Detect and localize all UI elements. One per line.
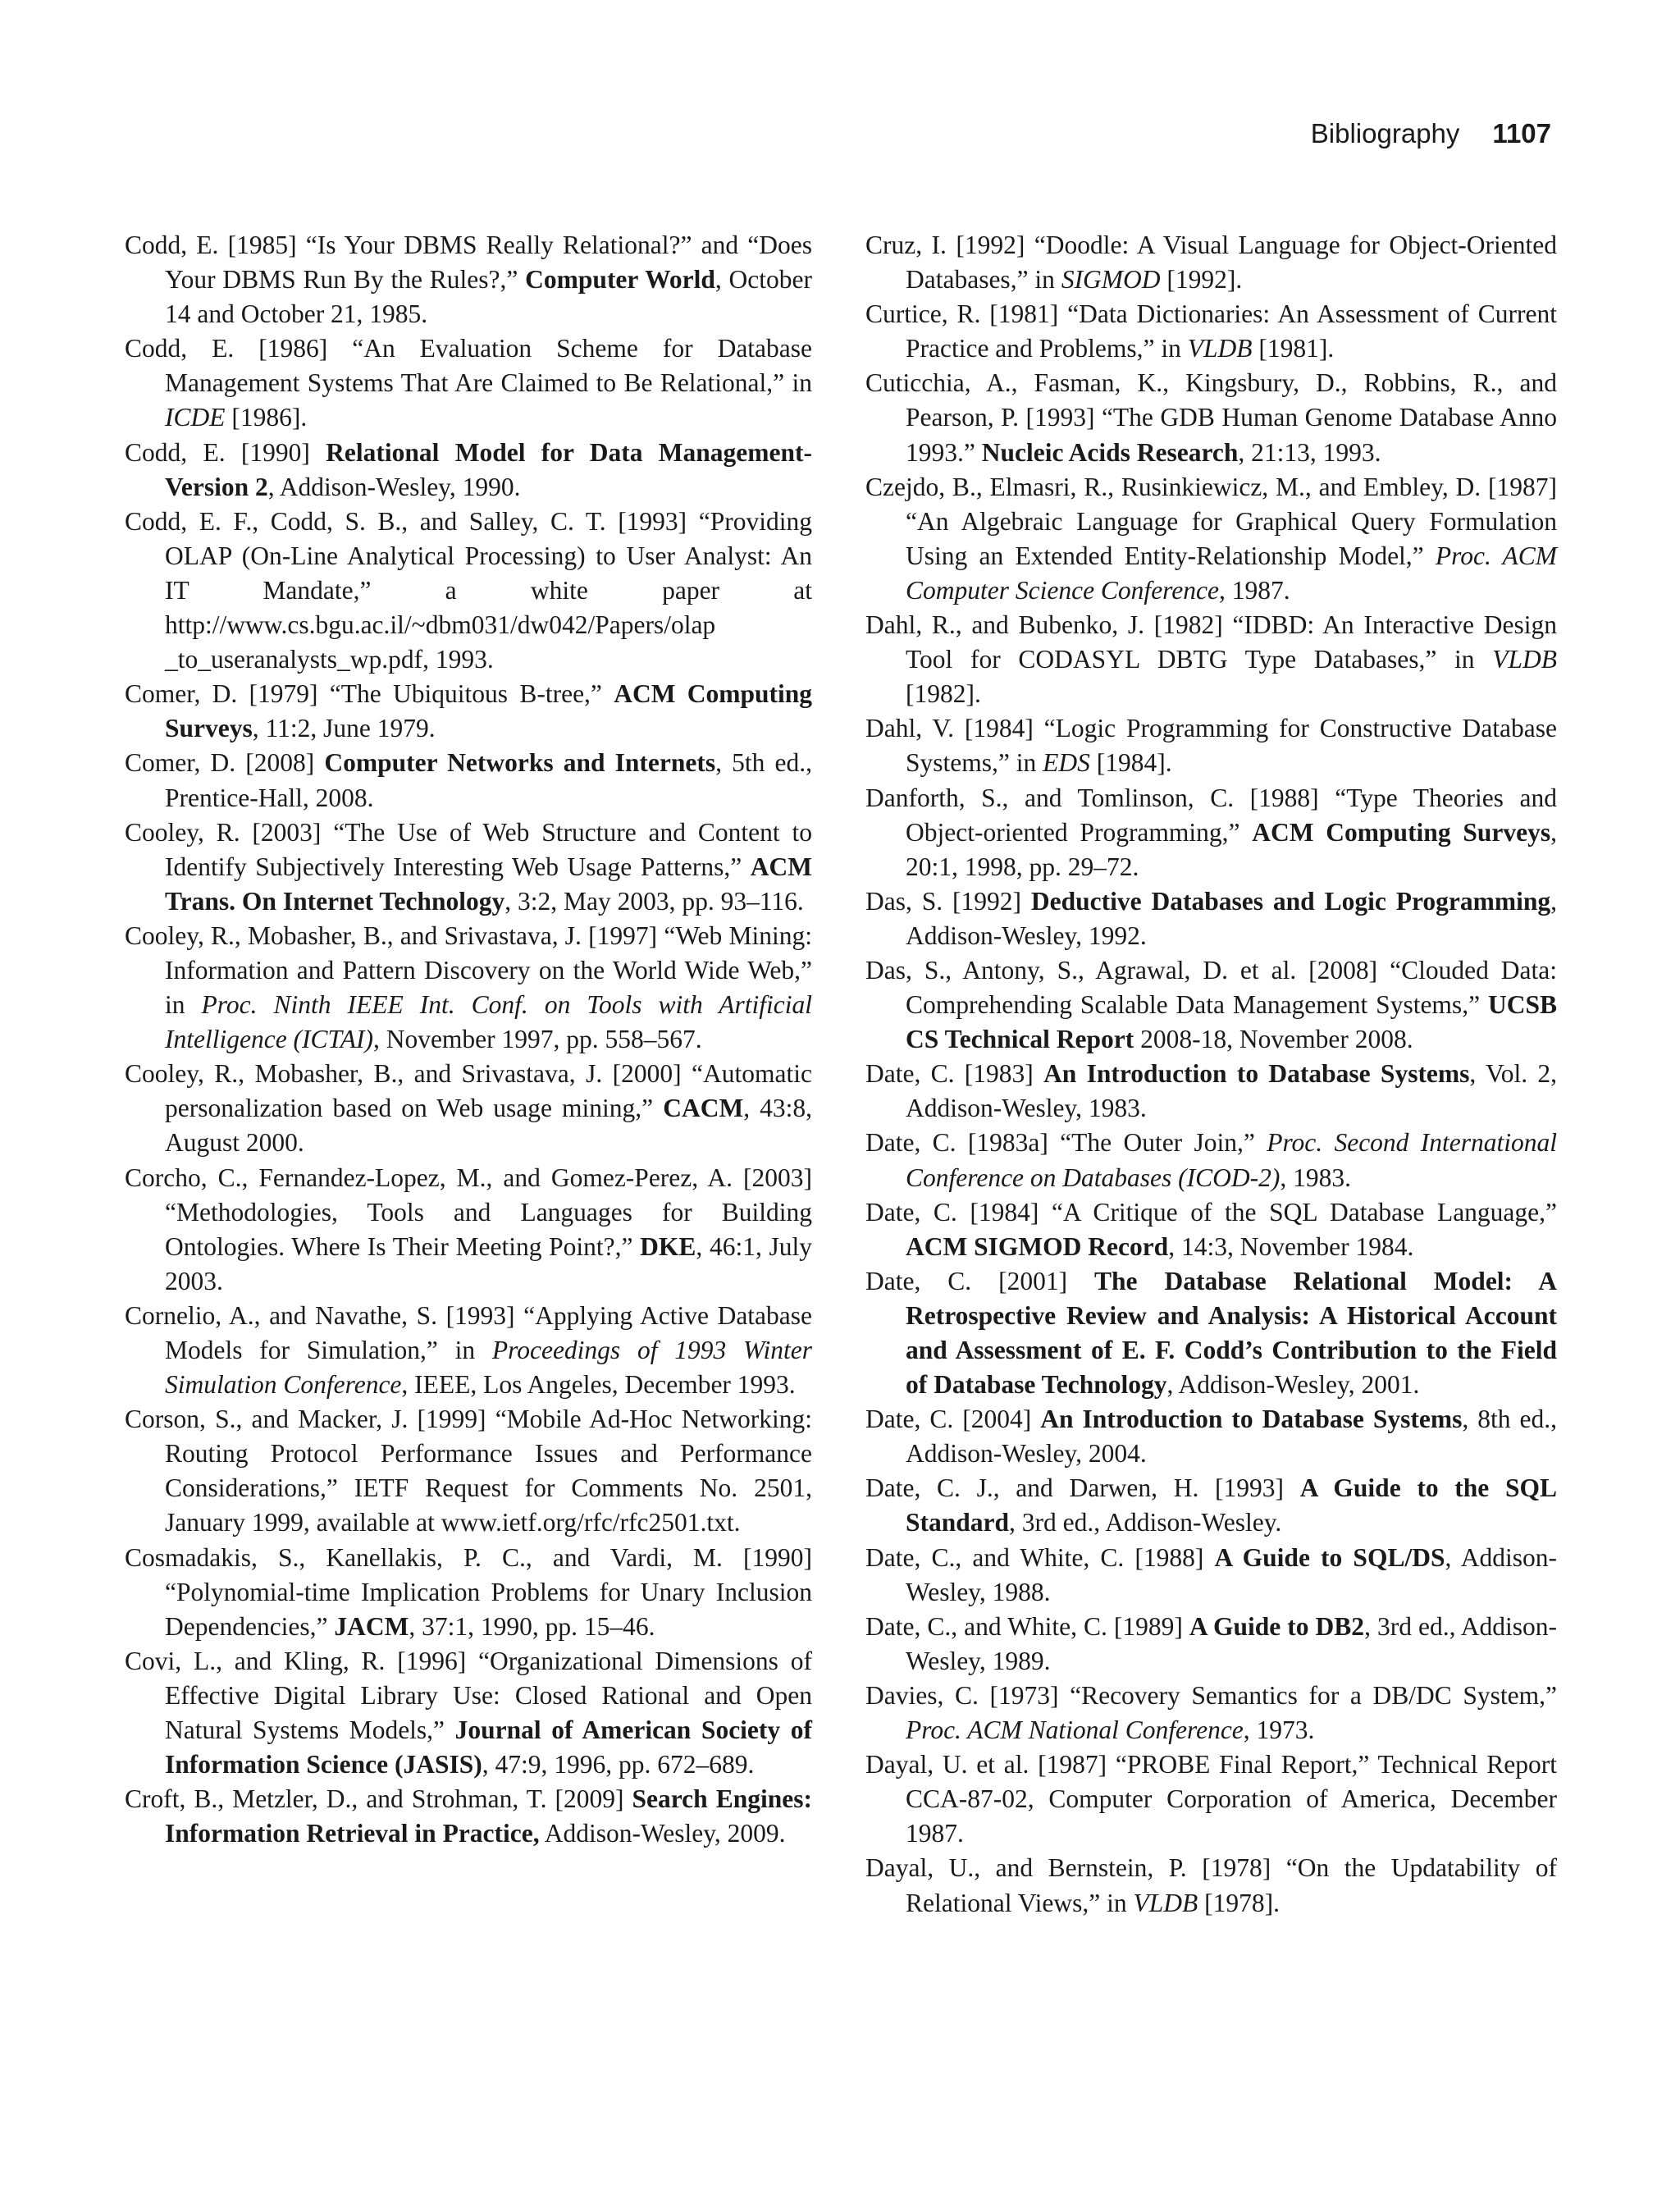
reference-bold-title: UCSB CS Technical Report (906, 990, 1557, 1054)
reference-text: [1981]. (1252, 334, 1335, 363)
reference-bold-title: A Guide to SQL/DS (1214, 1542, 1445, 1572)
reference-entry (125, 1782, 812, 1851)
reference-entry (125, 1057, 812, 1160)
reference-text: , 11:2, June 1979. (252, 714, 436, 743)
reference-text: , 1983. (1280, 1163, 1351, 1192)
reference-text: Addison-Wesley, 2009. (539, 1819, 786, 1848)
reference-entry (865, 711, 1557, 780)
reference-italic-venue: VLDB (1133, 1888, 1198, 1917)
reference-text: Cuticchia, A., Fasman, K., Kingsbury, D., Robbins, R., and Pearson, P. [1993] “The GDB Human Genome Database Anno 1993.” (865, 368, 1557, 467)
reference-italic-venue: SIGMOD (1061, 265, 1161, 295)
reference-bold-title: ACM Trans. On Internet Technology (165, 852, 812, 916)
reference-italic-venue: EDS (1043, 748, 1090, 778)
reference-italic-venue: Proceedings of 1993 Winter Simulation Conference (165, 1336, 812, 1400)
reference-entry (125, 505, 812, 677)
reference-italic-venue: ICDE (165, 403, 226, 432)
reference-text: Davies, C. [1973] “Recovery Semantics for a DB/DC System,” (865, 1680, 1557, 1710)
reference-bold-title: A Guide to the SQL Standard (906, 1473, 1557, 1537)
reference-text: Cosmadakis, S., Kanellakis, P. C., and Vardi, M. [1990] “Polynomial-time Implication Problems for Unary Inclusion Dependencies,” (125, 1542, 812, 1641)
reference-bold-title: DKE (640, 1231, 696, 1261)
reference-entry (865, 884, 1557, 953)
reference-text: Das, S. [1992] (865, 886, 1031, 916)
reference-text: , 5th ed., Prentice-Hall, 2008. (165, 748, 813, 812)
reference-entry (125, 1644, 812, 1782)
reference-text: Dayal, U. et al. [1987] “PROBE Final Report,” Technical Report CCA-87-02, Computer Corporation of America, December 1987. (865, 1750, 1557, 1848)
reference-text: Date, C. [1984] “A Critique of the SQL Database Language,” (865, 1197, 1557, 1227)
reference-text: Date, C., and White, C. [1988] (865, 1542, 1215, 1572)
reference-text: Date, C. J., and Darwen, H. [1993] (865, 1473, 1300, 1503)
reference-bold-title: ACM SIGMOD Record (906, 1231, 1169, 1261)
reference-text: , 47:9, 1996, pp. 672–689. (482, 1750, 755, 1779)
reference-text: , 8th ed., Addison-Wesley, 2004. (906, 1405, 1558, 1469)
reference-entry (865, 366, 1557, 469)
reference-text: Danforth, S., and Tomlinson, C. [1988] “Type Theories and Object-oriented Programming,” (865, 783, 1557, 847)
reference-text: , 1987. (1218, 575, 1290, 605)
reference-italic-venue: Proc. Second International Conference on Databases (ICOD-2) (906, 1128, 1557, 1192)
reference-text: , Addison-Wesley, 1990. (267, 472, 521, 501)
reference-text: , 3:2, May 2003, pp. 93–116. (504, 886, 804, 916)
reference-entry (125, 1541, 812, 1644)
reference-italic-venue: Proc. ACM Computer Science Conference (906, 541, 1557, 605)
reference-text: Das, S., Antony, S., Agrawal, D. et al. [2008] “Clouded Data: Comprehending Scalable Data Management Systems,” (865, 955, 1557, 1020)
reference-italic-venue: VLDB (1492, 645, 1557, 674)
reference-text: Dayal, U., and Bernstein, P. [1978] “On the Updatability of Relational Views,” in (865, 1853, 1557, 1917)
reference-text: , 37:1, 1990, pp. 15–46. (409, 1611, 655, 1641)
reference-bold-title: CACM (663, 1094, 744, 1123)
reference-entry (865, 1747, 1557, 1851)
reference-text: Codd, E. F., Codd, S. B., and Salley, C. T. [1993] “Providing OLAP (On-Line Analytical Processing) to User Analyst: An IT Mandate,” a white paper at http://www.cs.bgu.ac.il/~dbm031/dw042/Papers/olap _to_useranalysts_wp.pdf, 1993. (125, 506, 812, 674)
reference-bold-title: ACM Computing Surveys (165, 679, 813, 743)
reference-text: Curtice, R. [1981] “Data Dictionaries: An Assessment of Current Practice and Problems,” in (865, 299, 1557, 363)
reference-bold-title: Computer World (525, 265, 715, 295)
reference-entry (125, 815, 812, 919)
reference-bold-title: Deductive Databases and Logic Programming (1030, 886, 1551, 916)
reference-text: [1992]. (1160, 265, 1243, 295)
reference-text: Cooley, R., Mobasher, B., and Srivastava, J. [1997] “Web Mining: Information and Pattern Discovery on the World Wide Web,” in (125, 921, 812, 1020)
reference-text: Corson, S., and Macker, J. [1999] “Mobile Ad-Hoc Networking: Routing Protocol Performance Issues and Performance Considerations,” IETF Request for Comments No. 2501, January 1999, available at www.ietf.org/rfc/rfc2501.txt. (125, 1405, 812, 1537)
reference-bold-title: An Introduction to Database Systems (1043, 1059, 1470, 1089)
reference-entry (125, 1161, 812, 1299)
reference-text: , 1973. (1243, 1715, 1315, 1745)
reference-entry (865, 1057, 1557, 1126)
reference-entry (865, 1541, 1557, 1610)
reference-text: [1986]. (225, 403, 308, 432)
reference-entry (125, 228, 812, 331)
reference-bold-title: A Guide to DB2 (1189, 1611, 1365, 1641)
reference-text: Cornelio, A., and Navathe, S. [1993] “Applying Active Database Models for Simulation,” in (125, 1300, 812, 1364)
reference-text: Cooley, R. [2003] “The Use of Web Structure and Content to Identify Subjectively Interesting Web Usage Patterns,” (125, 817, 812, 881)
reference-text: , Addison-Wesley, 2001. (1166, 1370, 1420, 1400)
reference-bold-title: JACM (334, 1611, 409, 1641)
reference-text: Date, C. [2004] (865, 1405, 1041, 1434)
reference-entry (865, 953, 1557, 1057)
reference-text: [1982]. (906, 679, 981, 709)
reference-bold-title: An Introduction to Database Systems (1040, 1405, 1463, 1434)
reference-entry (125, 331, 812, 435)
reference-entry (865, 1610, 1557, 1679)
reference-text: , 20:1, 1998, pp. 29–72. (906, 817, 1557, 881)
reference-text: [1978]. (1198, 1888, 1280, 1917)
reference-bold-title: Journal of American Society of Information Science (JASIS) (165, 1715, 812, 1779)
reference-text: Cruz, I. [1992] “Doodle: A Visual Language for Object-Oriented Databases,” in (865, 231, 1557, 295)
reference-text: , Addison-Wesley, 1992. (906, 886, 1557, 950)
reference-entry (125, 1299, 812, 1402)
reference-bold-title: Nucleic Acids Research (981, 437, 1239, 467)
reference-bold-title: Computer Networks and Internets (324, 748, 716, 778)
reference-entry (865, 1471, 1557, 1540)
reference-text: , IEEE, Los Angeles, December 1993. (401, 1370, 796, 1400)
reference-entry (865, 228, 1557, 297)
right-column (865, 228, 1557, 1921)
running-head-title: Bibliography (1310, 118, 1460, 148)
reference-text: Covi, L., and Kling, R. [1996] “Organizational Dimensions of Effective Digital Library Use: Closed Rational and Open Natural Systems Models,” (125, 1646, 812, 1745)
reference-text: Date, C., and White, C. [1989] (865, 1611, 1189, 1641)
left-column (125, 228, 812, 1851)
running-head (1311, 118, 1551, 149)
reference-text: , 3rd ed., Addison-Wesley, 1989. (906, 1611, 1558, 1675)
reference-entry (865, 608, 1557, 711)
reference-text: , Addison-Wesley, 1988. (906, 1542, 1558, 1606)
reference-entry (865, 1264, 1557, 1402)
reference-text: Cooley, R., Mobasher, B., and Srivastava, J. [2000] “Automatic personalization based on Web usage mining,” (125, 1059, 812, 1123)
reference-text: Date, C. [1983a] “The Outer Join,” (865, 1128, 1267, 1158)
reference-text: Codd, E. [1990] (125, 437, 326, 467)
reference-entry (125, 677, 812, 746)
reference-text: , 46:1, July 2003. (165, 1231, 812, 1295)
reference-text: Date, C. [1983] (865, 1059, 1044, 1089)
reference-entry (865, 1402, 1557, 1471)
reference-italic-venue: VLDB (1187, 334, 1253, 363)
reference-text: [1984]. (1089, 748, 1172, 778)
reference-text: , 3rd ed., Addison-Wesley. (1009, 1508, 1282, 1537)
reference-entry (865, 470, 1557, 608)
reference-italic-venue: Proc. Ninth IEEE Int. Conf. on Tools with Artificial Intelligence (ICTAI) (165, 990, 812, 1054)
reference-text: Codd, E. [1985] “Is Your DBMS Really Relational?” and “Does Your DBMS Run By the Rules?,” (125, 231, 812, 295)
reference-bold-title: ACM Computing Surveys (1252, 817, 1551, 847)
reference-entry (865, 1851, 1557, 1920)
reference-text: Comer, D. [2008] (125, 748, 325, 778)
reference-bold-title: Relational Model for Data Management-Version 2 (165, 437, 812, 501)
reference-entry (865, 1126, 1557, 1195)
reference-text: Codd, E. [1986] “An Evaluation Scheme for Database Management Systems That Are Claimed to Be Relational,” in (125, 334, 812, 398)
reference-bold-title: Search Engines: Information Retrieval in Practice, (165, 1784, 812, 1848)
reference-entry (125, 436, 812, 505)
reference-bold-title: The Database Relational Model: A Retrospective Review and Analysis: A Historical Account and Assessment of E. F. Codd’s Contribution to the Field of Database Technology (906, 1266, 1557, 1400)
reference-text: Croft, B., Metzler, D., and Strohman, T. [2009] (125, 1784, 632, 1814)
reference-text: , 14:3, November 1984. (1168, 1231, 1414, 1261)
reference-entry (125, 1402, 812, 1540)
reference-italic-venue: Proc. ACM National Conference (906, 1715, 1244, 1745)
reference-text: Dahl, V. [1984] “Logic Programming for Constructive Database Systems,” in (865, 714, 1557, 778)
reference-text: Corcho, C., Fernandez-Lopez, M., and Gomez-Perez, A. [2003] “Methodologies, Tools and Languages for Building Ontologies. Where Is Their Meeting Point?,” (125, 1163, 812, 1261)
reference-text: , 43:8, August 2000. (165, 1094, 812, 1158)
page-number: 1107 (1492, 118, 1551, 148)
reference-text: 2008-18, November 2008. (1134, 1025, 1413, 1054)
reference-entry (125, 919, 812, 1057)
reference-entry (865, 1679, 1557, 1747)
reference-text: Czejdo, B., Elmasri, R., Rusinkiewicz, M., and Embley, D. [1987] “An Algebraic Language for Graphical Query Formulation Using an Extended Entity-Relationship Model,” (865, 472, 1557, 570)
reference-text: , 21:13, 1993. (1238, 437, 1381, 467)
reference-entry (865, 781, 1557, 884)
reference-text: , Vol. 2, Addison-Wesley, 1983. (906, 1059, 1557, 1123)
reference-text: , November 1997, pp. 558–567. (372, 1025, 702, 1054)
reference-entry (865, 1195, 1557, 1264)
reference-entry (125, 746, 812, 815)
reference-text: Dahl, R., and Bubenko, J. [1982] “IDBD: An Interactive Design Tool for CODASYL DBTG Type Databases,” in (865, 610, 1557, 674)
reference-text: , October 14 and October 21, 1985. (165, 265, 813, 329)
reference-entry (865, 297, 1557, 366)
reference-text: Comer, D. [1979] “The Ubiquitous B-tree,” (125, 679, 614, 709)
reference-text: Date, C. [2001] (865, 1266, 1095, 1295)
